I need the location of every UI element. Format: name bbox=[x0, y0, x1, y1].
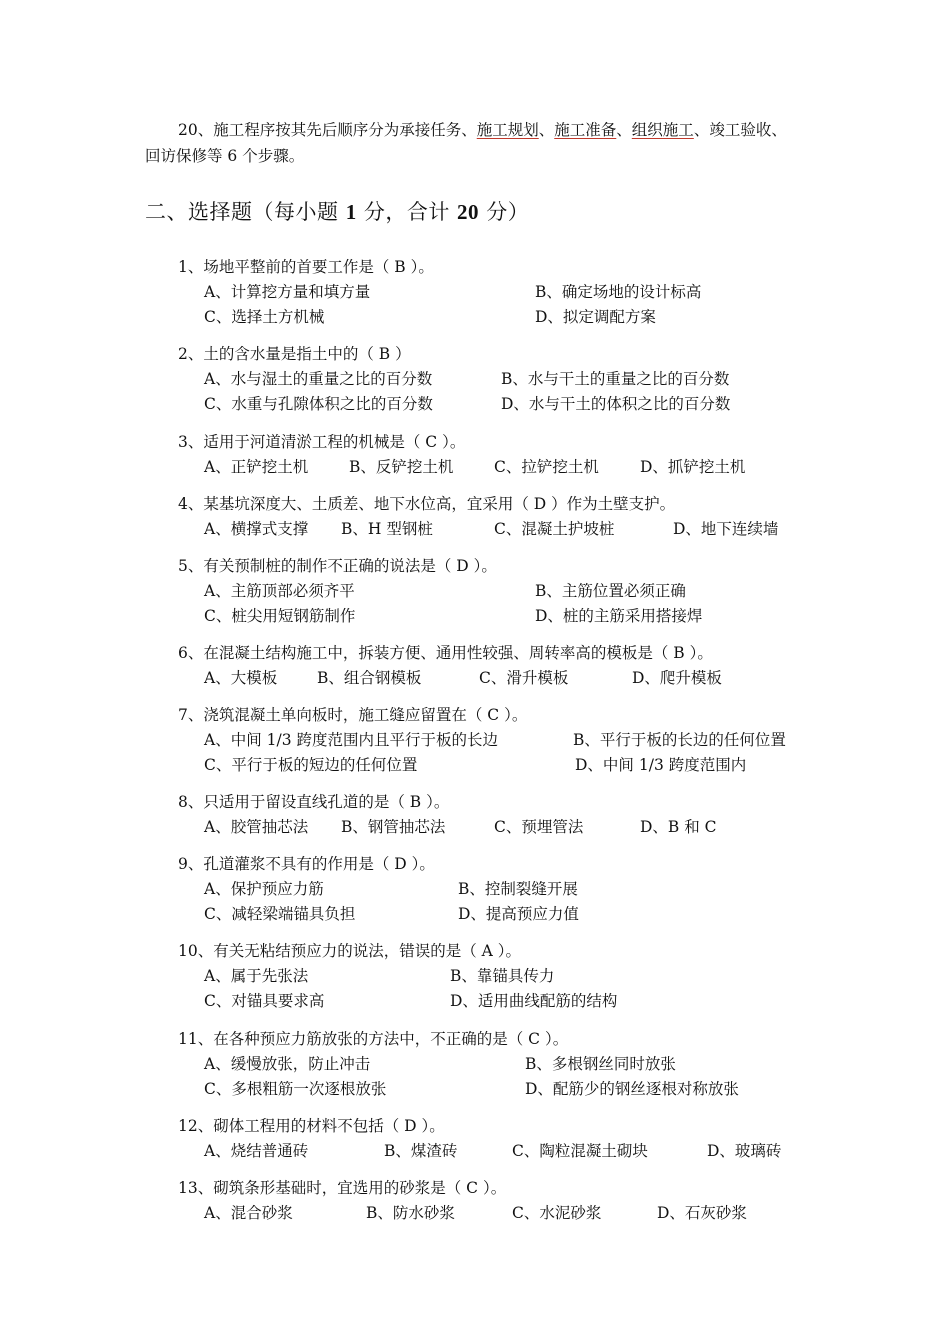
option-b: B、反铲挖土机 bbox=[349, 458, 454, 476]
option-d: D、拟定调配方案 bbox=[535, 308, 656, 326]
question-stem: 12、砌体工程用的材料不包括（ D ）。 bbox=[178, 1117, 445, 1135]
option-b: B、H 型钢桩 bbox=[341, 520, 433, 538]
question-stem: 3、适用于河道清淤工程的机械是（ C ）。 bbox=[178, 433, 466, 451]
option-a: A、缓慢放张，防止冲击 bbox=[204, 1055, 371, 1073]
question-stem: 6、在混凝土结构施工中，拆装方便、通用性较强、周转率高的模板是（ B ）。 bbox=[178, 644, 713, 662]
option-d: D、水与干土的体积之比的百分数 bbox=[501, 395, 731, 413]
option-d: D、玻璃砖 bbox=[707, 1142, 782, 1160]
question-stem: 11、在各种预应力筋放张的方法中，不正确的是（ C ）。 bbox=[178, 1030, 569, 1048]
option-d: D、爬升模板 bbox=[632, 669, 722, 687]
intro-sep-1: 、 bbox=[538, 121, 555, 139]
option-c: C、平行于板的短边的任何位置 bbox=[204, 756, 418, 774]
option-a: A、中间 1/3 跨度范围内且平行于板的长边 bbox=[204, 731, 498, 749]
option-c: C、陶粒混凝土砌块 bbox=[512, 1142, 648, 1160]
option-c: C、选择土方机械 bbox=[204, 308, 325, 326]
question-stem: 1、场地平整前的首要工作是（ B ）。 bbox=[178, 258, 434, 276]
section-suffix: 分） bbox=[479, 200, 530, 224]
option-a: A、混合砂浆 bbox=[204, 1204, 293, 1222]
intro-sep-2: 、 bbox=[616, 121, 632, 139]
question-stem: 10、有关无粘结预应力的说法，错误的是（ A ）。 bbox=[178, 942, 522, 960]
intro-paragraph bbox=[145, 117, 815, 169]
option-d: D、配筋少的钢丝逐根对称放张 bbox=[525, 1080, 739, 1098]
option-d: D、提高预应力值 bbox=[458, 905, 579, 923]
option-c: C、桩尖用短钢筋制作 bbox=[204, 607, 356, 625]
question-stem: 2、土的含水量是指土中的（ B ） bbox=[178, 345, 411, 363]
option-a: A、烧结普通砖 bbox=[204, 1142, 309, 1160]
option-b: B、水与干土的重量之比的百分数 bbox=[501, 370, 730, 388]
option-c: C、多根粗筋一次逐根放张 bbox=[204, 1080, 387, 1098]
question-stem: 5、有关预制桩的制作不正确的说法是（ D ）。 bbox=[178, 557, 497, 575]
option-a: A、正铲挖土机 bbox=[204, 458, 309, 476]
option-c: C、对锚具要求高 bbox=[204, 992, 325, 1010]
option-c: C、水泥砂浆 bbox=[512, 1204, 602, 1222]
option-c: C、混凝土护坡桩 bbox=[494, 520, 615, 538]
option-b: B、主筋位置必须正确 bbox=[535, 582, 686, 600]
option-b: B、煤渣砖 bbox=[384, 1142, 458, 1160]
section-score: 1 bbox=[345, 200, 357, 224]
underlined-term-1: 施工规划 bbox=[476, 121, 539, 139]
question-stem: 7、浇筑混凝土单向板时，施工缝应留置在（ C ）。 bbox=[178, 706, 528, 724]
option-d: D、适用曲线配筋的结构 bbox=[450, 992, 618, 1010]
option-a: A、主筋顶部必须齐平 bbox=[204, 582, 355, 600]
option-c: C、预埋管法 bbox=[494, 818, 584, 836]
question-stem: 13、砌筑条形基础时，宜选用的砂浆是（ C ）。 bbox=[178, 1179, 507, 1197]
option-a: A、大模板 bbox=[204, 669, 278, 687]
section-prefix: 二、选择题（每小题 bbox=[145, 200, 346, 224]
option-a: A、横撑式支撑 bbox=[204, 520, 309, 538]
option-a: A、属于先张法 bbox=[204, 967, 309, 985]
question-stem: 9、孔道灌浆不具有的作用是（ D ）。 bbox=[178, 855, 435, 873]
option-b: B、组合钢模板 bbox=[317, 669, 422, 687]
underlined-term-2: 施工准备 bbox=[554, 121, 617, 139]
option-b: B、确定场地的设计标高 bbox=[535, 283, 702, 301]
option-a: A、胶管抽芯法 bbox=[204, 818, 309, 836]
option-c: C、水重与孔隙体积之比的百分数 bbox=[204, 395, 433, 413]
question-stem: 8、只适用于留设直线孔道的是（ B ）。 bbox=[178, 793, 450, 811]
option-d: D、地下连续墙 bbox=[673, 520, 779, 538]
intro-prefix: 20、施工程序按其先后顺序分为承接任务、 bbox=[178, 121, 477, 139]
option-b: B、控制裂缝开展 bbox=[458, 880, 578, 898]
section-mid: 分，合计 bbox=[356, 200, 458, 224]
question-stem: 4、某基坑深度大、土质差、地下水位高，宜采用（ D ）作为土壁支护。 bbox=[178, 495, 676, 513]
section-total: 20 bbox=[457, 200, 480, 224]
option-b: B、防水砂浆 bbox=[366, 1204, 455, 1222]
option-d: D、中间 1/3 跨度范围内 bbox=[575, 756, 747, 774]
intro-line-2: 回访保修等 6 个步骤。 bbox=[145, 147, 305, 165]
option-c: C、滑升模板 bbox=[479, 669, 569, 687]
intro-line-1 bbox=[145, 117, 815, 143]
underlined-term-3: 组织施工 bbox=[631, 121, 694, 139]
option-a: A、计算挖方量和填方量 bbox=[204, 283, 371, 301]
option-b: B、平行于板的长边的任何位置 bbox=[573, 731, 786, 749]
option-c: C、拉铲挖土机 bbox=[494, 458, 599, 476]
option-b: B、钢管抽芯法 bbox=[341, 818, 446, 836]
option-d: D、桩的主筋采用搭接焊 bbox=[535, 607, 703, 625]
option-b: B、多根钢丝同时放张 bbox=[525, 1055, 676, 1073]
option-d: D、石灰砂浆 bbox=[657, 1204, 747, 1222]
intro-suffix: 、竣工验收、 bbox=[693, 121, 787, 139]
option-a: A、保护预应力筋 bbox=[204, 880, 324, 898]
option-a: A、水与湿土的重量之比的百分数 bbox=[204, 370, 433, 388]
option-c: C、减轻梁端锚具负担 bbox=[204, 905, 356, 923]
section-heading bbox=[145, 196, 529, 226]
option-d: D、B 和 C bbox=[640, 818, 717, 836]
option-d: D、抓铲挖土机 bbox=[640, 458, 746, 476]
option-b: B、靠锚具传力 bbox=[450, 967, 555, 985]
